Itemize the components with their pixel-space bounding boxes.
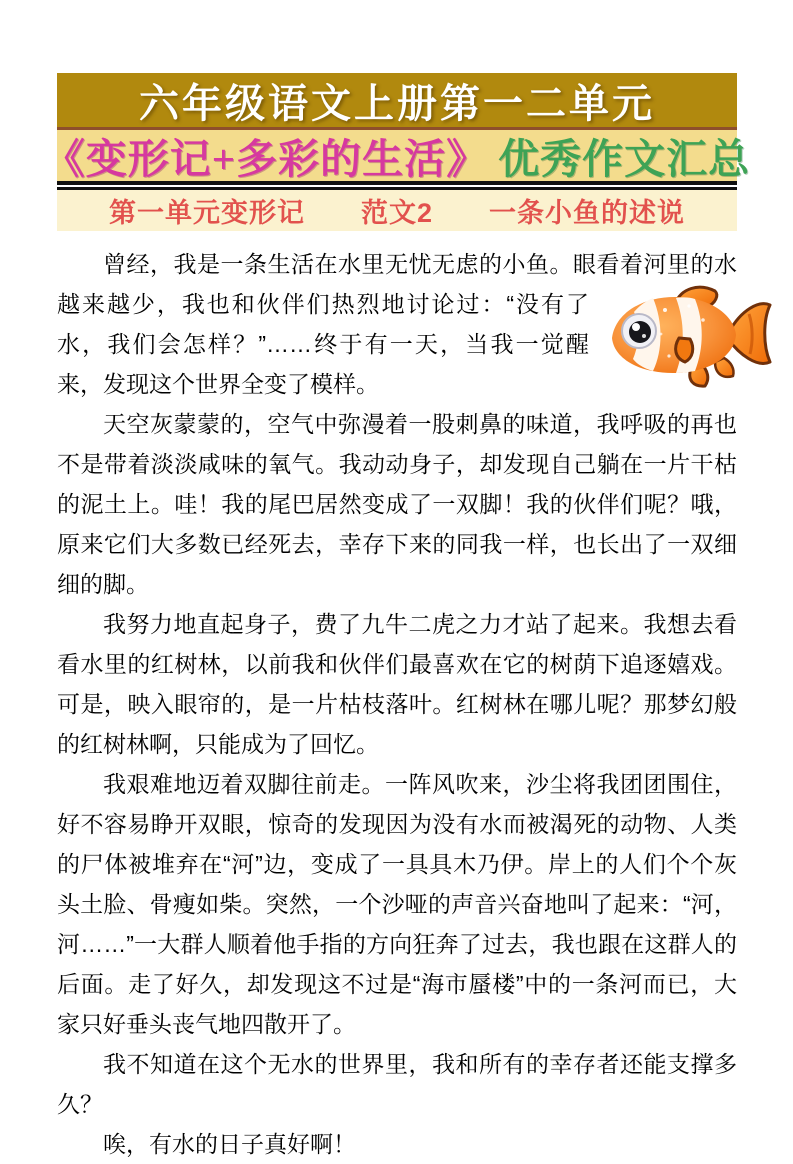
header-banner-secondary <box>43 130 751 182</box>
clownfish-icon <box>603 282 773 388</box>
unit-title: 六年级语文上册第一二单元 <box>139 80 655 126</box>
essay-subtitle: 第一单元变形记 范文2 一条小鱼的述说 <box>108 198 685 228</box>
paragraph-2: 天空灰蒙蒙的，空气中弥漫着一股刺鼻的味道，我呼吸的再也不是带着淡淡咸味的氧气。我动动身子，却发现自己躺在一片干枯的泥土上。哇！我的尾巴居然变成了一双脚！我的伙伴们呢？哦，原来它们大多数已经死去，幸存下来的同我一样，也长出了一双细细的脚。 <box>57 411 737 597</box>
paragraph-3: 我努力地直起身子，费了九牛二虎之力才站了起来。我想去看看水里的红树林，以前我和伙伴们最喜欢在它的树荫下追逐嬉戏。可是，映入眼帘的，是一片枯枝落叶。红树林在哪儿呢？那梦幻般的红树林啊，只能成为了回忆。 <box>57 611 737 757</box>
paragraph-6: 唉，有水的日子真好啊！ <box>103 1131 356 1157</box>
paragraph-4: 我艰难地迈着双脚往前走。一阵风吹来，沙尘将我团团围住，好不容易睁开双眼，惊奇的发现因为没有水而被渴死的动物、人类的尸体被堆弃在“河”边，变成了一具具木乃伊。岸上的人们个个灰头土脸、骨瘦如柴。突然，一个沙哑的声音兴奋地叫了起来：“河，河……”一大群人顺着他手指的方向狂奔了过去，我也跟在这群人的后面。走了好久，却发现这不过是“海市蜃楼”中的一条河而已，大家只好垂头丧气地四散开了。 <box>57 771 737 1037</box>
essay-content <box>57 244 737 1164</box>
collection-title: 优秀作文汇总 <box>498 136 751 182</box>
header-banner-primary <box>57 73 737 130</box>
paragraph-5: 我不知道在这个无水的世界里，我和所有的幸存者还能支撑多久？ <box>57 1051 737 1117</box>
paragraph-1 <box>57 244 737 404</box>
subtitle-bar <box>57 190 737 231</box>
paragraph-1-text-after: 越少，我也和伙伴们热烈地讨论过：“没有了水，我们会怎样？”……终于有一天，当我一觉醒来，发现这个世界全变了模样。 <box>57 291 589 397</box>
paragraph-1-text-before: 曾经，我是一条生活在水里无忧无虑的小鱼。眼看着河里的水越来 <box>57 251 737 317</box>
book-title: 《变形记+多彩的生活》 <box>43 136 489 182</box>
